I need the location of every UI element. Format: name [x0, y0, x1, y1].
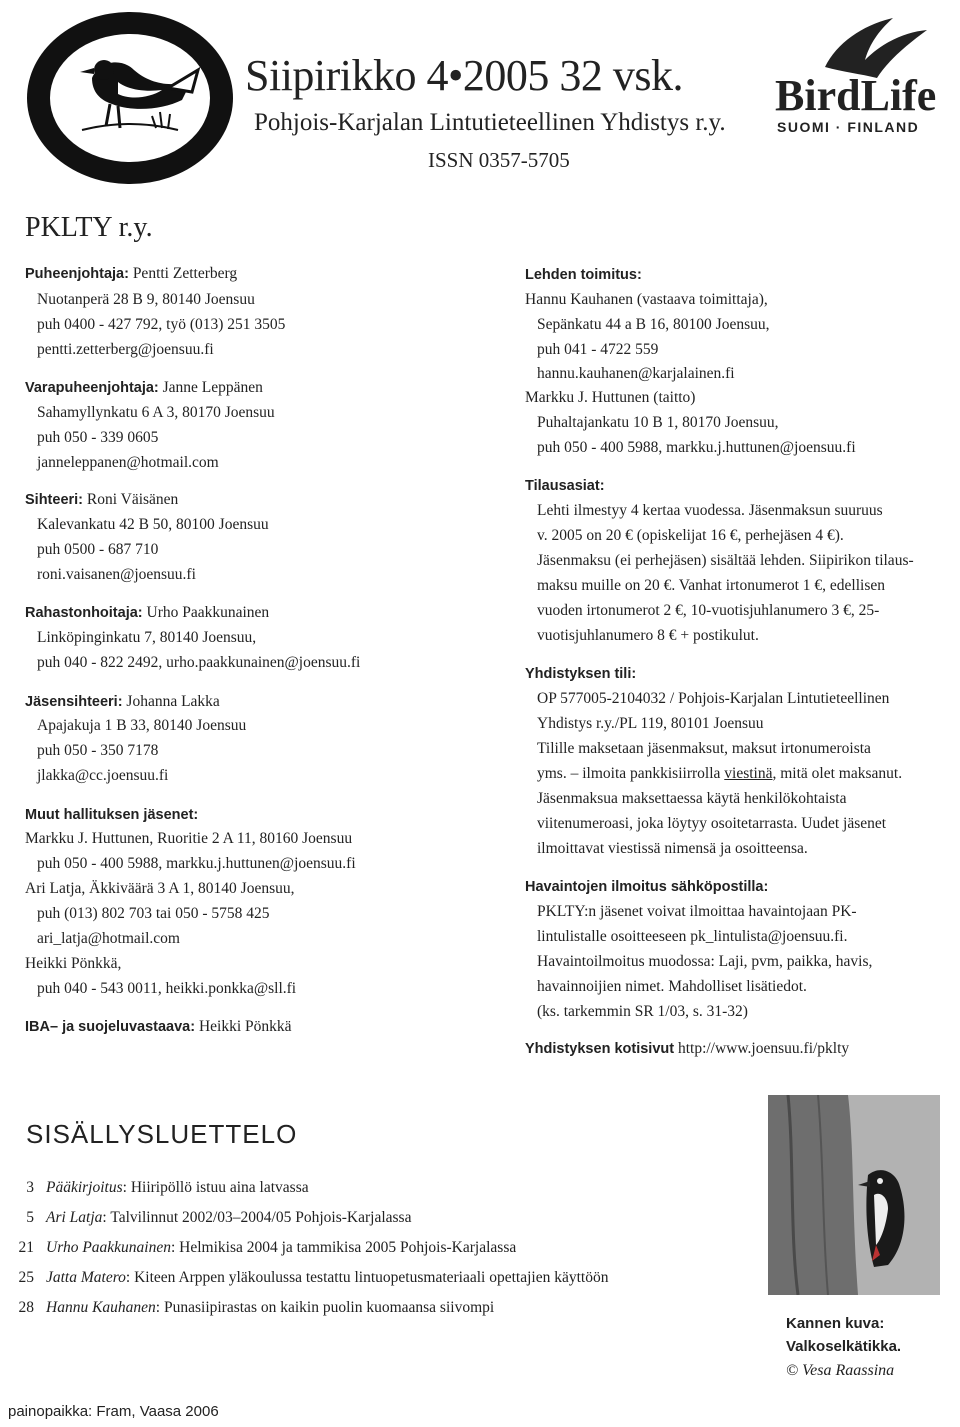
chair-name: Pentti Zetterberg — [128, 265, 238, 282]
toc-text: : Talvilinnut 2002/03–2004/05 Pohjois-Karjalassa — [102, 1209, 412, 1226]
toc-author: Pääkirjoitus — [46, 1179, 123, 1196]
homepage-url[interactable]: http://www.joensuu.fi/pklty — [674, 1040, 850, 1057]
account-line: Tilille maksetaan jäsenmaksut, maksut irtonumeroista — [537, 740, 871, 757]
other-member-line: puh (013) 802 703 tai 050 - 5758 425 — [37, 905, 270, 922]
member-secretary-line — [25, 692, 220, 712]
editorial-line: puh 050 - 400 5988, markku.j.huttunen@joensuu.fi — [537, 439, 856, 456]
toc-page: 28 — [18, 1299, 34, 1316]
editorial-line: hannu.kauhanen@karjalainen.fi — [537, 365, 735, 382]
editorial-line: Markku J. Huttunen (taitto) — [525, 389, 696, 406]
publication-title: Siipirikko 4•2005 32 vsk. — [245, 51, 684, 100]
editorial-line: puh 041 - 4722 559 — [537, 341, 659, 358]
treasurer-title: Rahastonhoitaja: — [25, 605, 143, 621]
subscriptions-line: maksu muille on 20 €. Vanhat irtonumerot 1 €, edellisen — [537, 577, 885, 594]
chair-email[interactable]: pentti.zetterberg@joensuu.fi — [37, 341, 214, 358]
iba-name: Heikki Pönkkä — [195, 1018, 292, 1035]
svg-text:SUOMI · FINLAND: SUOMI · FINLAND — [777, 119, 920, 135]
vice-chair-phone: puh 050 - 339 0605 — [37, 429, 159, 446]
other-member-line: Heikki Pönkkä, — [25, 955, 122, 972]
member-secretary-phone: puh 050 - 350 7178 — [37, 742, 159, 759]
subscriptions-line: vuoden irtonumerot 2 €, 10-vuotisjuhlanumero 3 €, 25- — [537, 602, 880, 619]
society-logo — [22, 8, 238, 188]
issn: ISSN 0357-5705 — [428, 148, 570, 172]
toc-page: 3 — [26, 1179, 34, 1196]
toc-item[interactable] — [0, 1269, 608, 1287]
toc-author: Urho Paakkunainen — [46, 1239, 171, 1256]
subscriptions-line: Lehti ilmestyy 4 kertaa vuodessa. Jäsenmaksun suuruus — [537, 502, 883, 519]
yms-link[interactable]: viestinä — [724, 765, 773, 782]
toc-text: : Punasiipirastas on kaikin puolin kuomaansa siivompi — [155, 1299, 495, 1316]
observations-line: havainnoijien nimet. Mahdolliset lisätiedot. — [537, 978, 807, 995]
editorial-line: Puhaltajankatu 10 B 1, 80170 Joensuu, — [537, 414, 779, 431]
account-line: ilmoittavat viestissä nimensä ja osoitteensa. — [537, 840, 808, 857]
account-line: OP 577005-2104032 / Pohjois-Karjalan Lintutieteellinen — [537, 690, 890, 707]
homepage-title: Yhdistyksen kotisivut — [525, 1041, 675, 1057]
cover-caption-species: Valkoselkätikka. — [786, 1338, 902, 1355]
toc-text: : Kiteen Arppen yläkoulussa testattu lintuopetusmateriaali opettajien käyttöön — [125, 1269, 609, 1286]
observations-line: (ks. tarkemmin SR 1/03, s. 31-32) — [537, 1003, 748, 1020]
vice-chair-line — [25, 378, 263, 398]
toc-author: Hannu Kauhanen — [46, 1299, 156, 1316]
treasurer-name: Urho Paakkunainen — [142, 604, 270, 621]
secretary-address: Kalevankatu 42 B 50, 80100 Joensuu — [37, 516, 269, 533]
yms-suffix: , mitä olet maksanut. — [772, 765, 903, 782]
toc-author: Ari Latja — [46, 1209, 103, 1226]
editorial-line: Sepänkatu 44 a B 16, 80100 Joensuu, — [537, 316, 770, 333]
editorial-line: Hannu Kauhanen (vastaava toimittaja), — [525, 291, 768, 308]
homepage-line — [525, 1039, 849, 1059]
cover-photo — [768, 1095, 940, 1295]
chair-address: Nuotanperä 28 B 9, 80140 Joensuu — [37, 291, 255, 308]
account-line: Yhdistys r.y./PL 119, 80101 Joensuu — [537, 715, 764, 732]
toc-page: 5 — [26, 1209, 34, 1226]
secretary-phone: puh 0500 - 687 710 — [37, 541, 159, 558]
birdlife-logo — [765, 12, 955, 137]
treasurer-address: Linköpinginkatu 7, 80140 Joensuu, — [37, 629, 257, 646]
other-members-title: Muut hallituksen jäsenet: — [25, 807, 199, 823]
observations-line: PKLTY:n jäsenet voivat ilmoittaa havaintojaan PK- — [537, 903, 857, 920]
vice-chair-email[interactable]: janneleppanen@hotmail.com — [37, 454, 219, 471]
svg-text:BirdLife: BirdLife — [775, 71, 937, 120]
chair-line — [25, 264, 237, 284]
member-secretary-title: Jäsensihteeri: — [25, 694, 123, 710]
member-secretary-name: Johanna Lakka — [122, 693, 220, 710]
publication-subtitle: Pohjois-Karjalan Lintutieteellinen Yhdistys r.y. — [254, 109, 726, 136]
secretary-email[interactable]: roni.vaisanen@joensuu.fi — [37, 566, 196, 583]
toc-item[interactable] — [0, 1179, 309, 1197]
treasurer-line — [25, 603, 269, 623]
subscriptions-line: Jäsenmaksu (ei perhejäsen) sisältää lehden. Siipirikon tilaus- — [537, 552, 914, 569]
toc-item[interactable] — [0, 1299, 494, 1317]
subscriptions-line: v. 2005 on 20 € (opiskelijat 16 €, perhejäsen 4 €). — [537, 527, 844, 544]
observations-title: Havaintojen ilmoitus sähköpostilla: — [525, 879, 769, 895]
cover-credit: © Vesa Raassina — [786, 1362, 895, 1379]
secretary-title: Sihteeri: — [25, 492, 84, 508]
other-member-line: ari_latja@hotmail.com — [37, 930, 180, 947]
toc-page: 21 — [18, 1239, 34, 1256]
toc-item[interactable] — [0, 1209, 411, 1227]
chair-phone: puh 0400 - 427 792, työ (013) 251 3505 — [37, 316, 286, 333]
cover-caption-label: Kannen kuva: — [786, 1315, 885, 1332]
subscriptions-line: vuotisjuhlanumero 8 € + postikulut. — [537, 627, 759, 644]
observations-line: Havaintoilmoitus muodossa: Laji, pvm, paikka, havis, — [537, 953, 873, 970]
other-member-line: Markku J. Huttunen, Ruoritie 2 A 11, 80160 Joensuu — [25, 830, 353, 847]
other-member-line: Ari Latja, Äkkiväärä 3 A 1, 80140 Joensuu, — [25, 880, 295, 897]
other-member-line: puh 040 - 543 0011, heikki.ponkka@sll.fi — [37, 980, 297, 997]
account-yms-line — [537, 764, 902, 784]
toc-text: : Hiiripöllö istuu aina latvassa — [122, 1179, 309, 1196]
member-secretary-email[interactable]: jlakka@cc.joensuu.fi — [37, 767, 169, 784]
member-secretary-address: Apajakuja 1 B 33, 80140 Joensuu — [37, 717, 247, 734]
vice-chair-name: Janne Leppänen — [158, 379, 263, 396]
printer-info: painopaikka: Fram, Vaasa 2006 — [8, 1403, 219, 1420]
secretary-line — [25, 490, 178, 510]
yms-prefix: yms. – ilmoita pankkisiirrolla — [537, 765, 725, 782]
vice-chair-address: Sahamyllynkatu 6 A 3, 80170 Joensuu — [37, 404, 275, 421]
observations-line: lintulistalle osoitteeseen pk_lintulista@joensuu.fi. — [537, 928, 848, 945]
toc-title: SISÄLLYSLUETTELO — [26, 1119, 298, 1149]
org-name: PKLTY r.y. — [25, 212, 153, 243]
iba-line — [25, 1017, 292, 1037]
toc-item[interactable] — [0, 1239, 516, 1257]
toc-page: 25 — [18, 1269, 34, 1286]
editorial-title: Lehden toimitus: — [525, 267, 642, 283]
vice-chair-title: Varapuheenjohtaja: — [25, 380, 159, 396]
account-line: viitenumeroasi, joka löytyy osoitetarrasta. Uudet jäsenet — [537, 815, 887, 832]
account-line: Jäsenmaksua maksettaessa käytä henkilökohtaista — [537, 790, 847, 807]
treasurer-phone: puh 040 - 822 2492, urho.paakkunainen@joensuu.fi — [37, 654, 361, 671]
toc-text: : Helmikisa 2004 ja tammikisa 2005 Pohjois-Karjalassa — [170, 1239, 517, 1256]
chair-title: Puheenjohtaja: — [25, 266, 129, 282]
account-title: Yhdistyksen tili: — [525, 666, 637, 682]
subscriptions-title: Tilausasiat: — [525, 478, 605, 494]
toc-author: Jatta Matero — [46, 1269, 126, 1286]
secretary-name: Roni Väisänen — [83, 491, 179, 508]
iba-title: IBA– ja suojeluvastaava: — [25, 1019, 196, 1035]
other-member-line: puh 050 - 400 5988, markku.j.huttunen@joensuu.fi — [37, 855, 356, 872]
